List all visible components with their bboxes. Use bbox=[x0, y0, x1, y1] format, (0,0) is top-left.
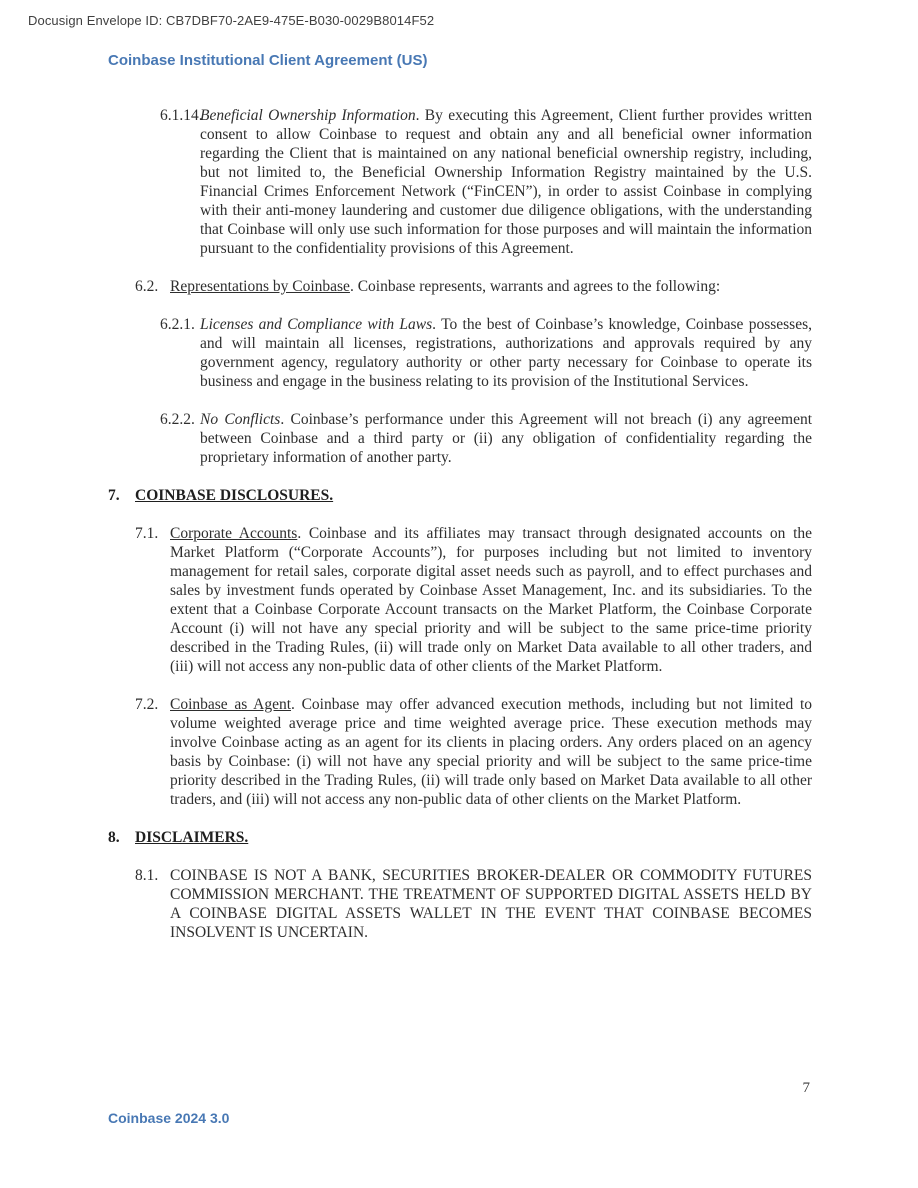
section-7-heading bbox=[108, 486, 812, 505]
clause-6-2-2 bbox=[108, 410, 812, 467]
clause-lead: No Conflicts bbox=[200, 411, 281, 428]
clause-number: 6.2.1. bbox=[160, 316, 195, 333]
clause-lead: Coinbase as Agent bbox=[170, 696, 292, 713]
document-body bbox=[108, 106, 812, 961]
clause-separator: . bbox=[415, 107, 425, 124]
footer-document-version: Coinbase 2024 3.0 bbox=[108, 1110, 230, 1126]
clause-lead: Beneficial Ownership Information bbox=[200, 107, 416, 124]
clause-number: 7.2. bbox=[135, 696, 159, 713]
clause-7-2 bbox=[108, 695, 812, 809]
clause-separator: . bbox=[280, 411, 291, 428]
clause-number: 6.2.2. bbox=[160, 411, 195, 428]
clause-text: Coinbase may offer advanced execution methods, including but not limited to volume weighted average price and time weighted average price. These execution methods may involve Coinbase acting as an agent for its clients in placing orders. Any orders placed on an agency basis by Coinbase: (i) will not have any special priority and will be subject to the same price-time priority described in the Trading Rules, (ii) will trade only based on Market Data available to all other traders, and (iii) will not access any non-public data of other clients on the Market Platform. bbox=[170, 696, 813, 808]
clause-lead: Licenses and Compliance with Laws bbox=[200, 316, 433, 333]
section-title: COINBASE DISCLOSURES. bbox=[135, 487, 334, 504]
clause-lead: Representations by Coinbase bbox=[170, 278, 350, 295]
page-number: 7 bbox=[802, 1080, 810, 1096]
clause-number: 6.1.14. bbox=[160, 107, 203, 124]
clause-number: 6.2. bbox=[135, 278, 159, 295]
docusign-envelope-id: Docusign Envelope ID: CB7DBF70-2AE9-475E-B030-0029B8014F52 bbox=[28, 13, 435, 28]
document-title: Coinbase Institutional Client Agreement (US) bbox=[108, 52, 428, 69]
clause-6-1-14 bbox=[108, 106, 812, 258]
clause-separator: . bbox=[297, 525, 309, 542]
clause-number: 8.1. bbox=[135, 867, 159, 884]
clause-6-2 bbox=[108, 277, 812, 296]
clause-7-1 bbox=[108, 524, 812, 676]
clause-text: By executing this Agreement, Client further provides written consent to allow Coinbase to request and obtain any and all beneficial owner information regarding the Client that is maintained on any national beneficial ownership registry, including, but not limited to, the Beneficial Ownership Information Registry maintained by the U.S. Financial Crimes Enforcement Network (“FinCEN”), in order to assist Coinbase in complying with their anti-money laundering and customer due diligence obligations, with the understanding that Coinbase will only use such information for those purposes and will maintain the information pursuant to the confidentiality provisions of this Agreement. bbox=[200, 107, 812, 257]
clause-number: 7.1. bbox=[135, 525, 159, 542]
clause-text: To the best of Coinbase’s knowledge, Coinbase possesses, and will maintain all licenses, registrations, authorizations and approvals required by any government agency, regulatory authority or other party necessary for Coinbase to operate its business and engage in the business relating to its provision of the Institutional Services. bbox=[200, 316, 812, 390]
clause-8-1 bbox=[108, 866, 812, 942]
section-number: 7. bbox=[108, 487, 120, 504]
clause-separator: . bbox=[291, 696, 302, 713]
clause-6-2-1 bbox=[108, 315, 812, 391]
clause-text: COINBASE IS NOT A BANK, SECURITIES BROKER-DEALER OR COMMODITY FUTURES COMMISSION MERCHANT. THE TREATMENT OF SUPPORTED DIGITAL ASSETS HELD BY A COINBASE DIGITAL ASSETS WALLET IN THE EVENT THAT COINBASE BECOMES INSOLVENT IS UNCERTAIN. bbox=[170, 867, 812, 941]
clause-separator: . bbox=[432, 316, 442, 333]
clause-lead: Corporate Accounts bbox=[170, 525, 298, 542]
clause-text: Coinbase’s performance under this Agreement will not breach (i) any agreement between Coinbase and a third party or (ii) any obligation of confidentiality regarding the proprietary information of another party. bbox=[200, 411, 813, 466]
section-8-heading bbox=[108, 828, 812, 847]
section-number: 8. bbox=[108, 829, 120, 846]
clause-separator: . bbox=[349, 278, 358, 295]
clause-text: Coinbase represents, warrants and agrees to the following: bbox=[357, 278, 721, 295]
clause-text: Coinbase and its affiliates may transact through designated accounts on the Market Platform (“Corporate Accounts”), for purposes including but not limited to inventory management for retail sales, corporate digital asset needs such as payroll, and to effect purchases and sales by investment funds operated by Coinbase Asset Management, Inc. and its subsidiaries. To the extent that a Coinbase Corporate Account transacts on the Market Platform, the Coinbase Corporate Account (i) will not have any special priority and will be subject to the same price-time priority described in the Trading Rules, (ii) will trade only on Market Data available to all other traders, and (iii) will not access any non-public data of other clients of the Market Platform. bbox=[170, 525, 812, 675]
section-title: DISCLAIMERS. bbox=[135, 829, 249, 846]
